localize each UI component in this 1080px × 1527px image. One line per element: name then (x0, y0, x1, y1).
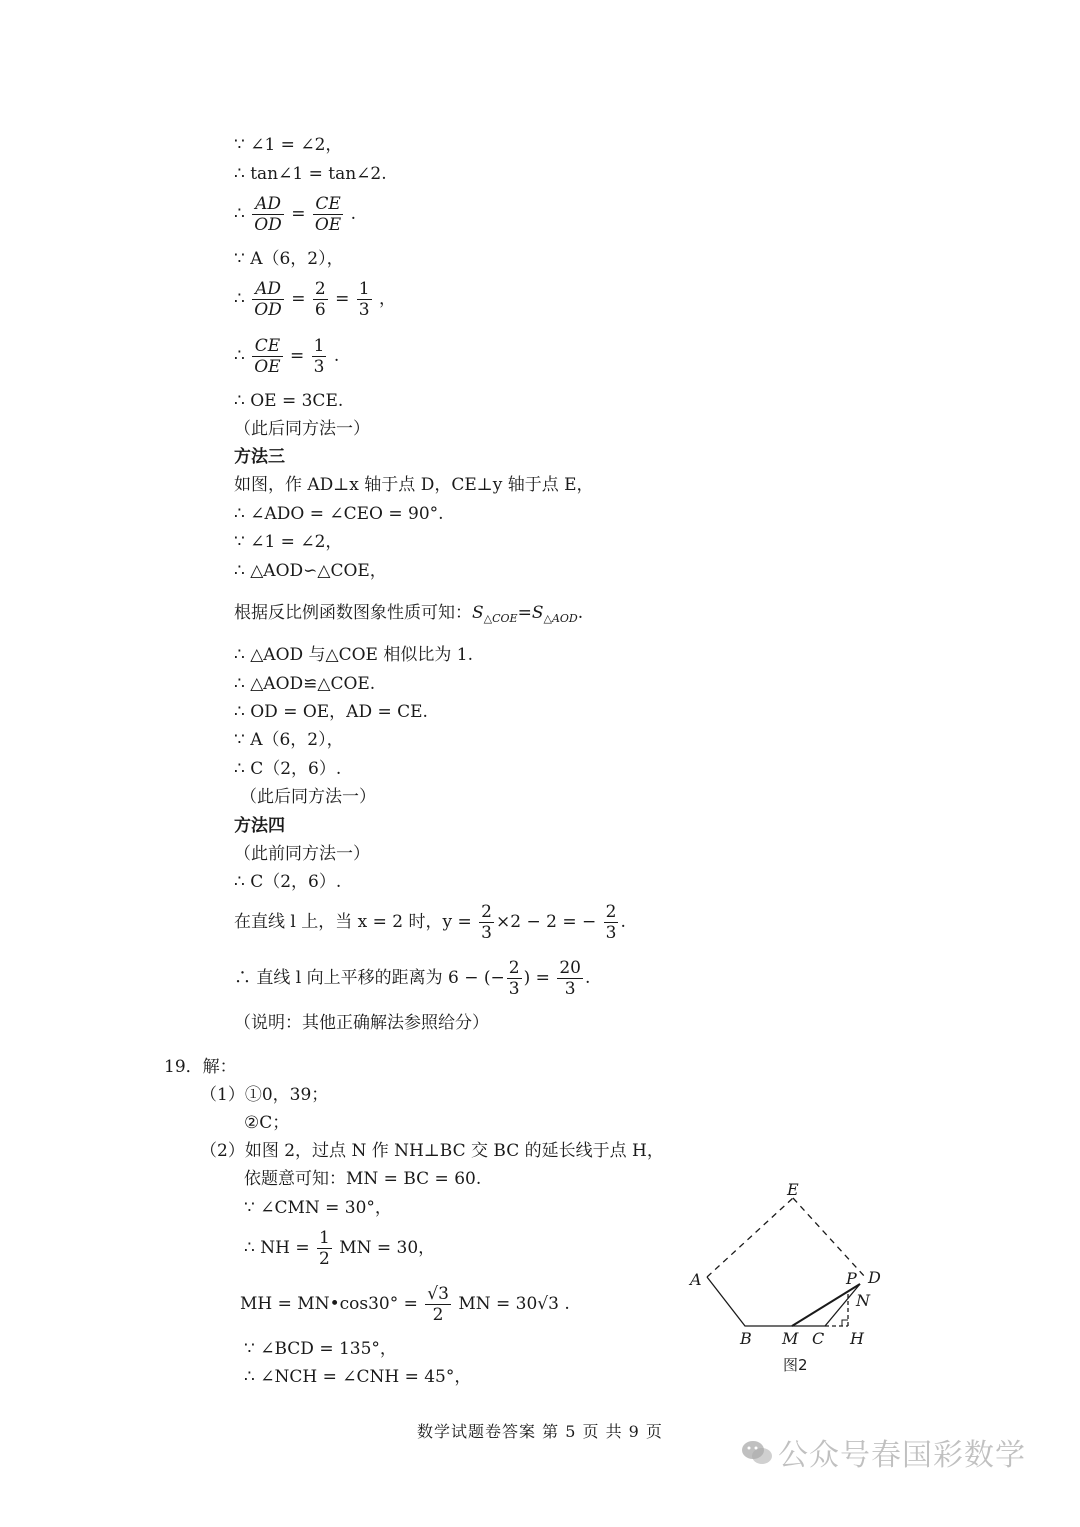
label-A: A (690, 1270, 702, 1289)
line-same-as-method1-2: （此后同方法一） (240, 787, 376, 807)
line-construction: 如图，作 AD⊥x 轴于点 D，CE⊥y 轴于点 E， (234, 475, 594, 495)
watermark (740, 1430, 1060, 1476)
line-angle-nch: ∴ ∠NCH = ∠CNH = 45°， (244, 1367, 472, 1387)
label-M: M (782, 1329, 799, 1348)
line-on-line-l: 在直线 l 上，当 x = 2 时，y = $\frac{2}{3}$ ×2 − 2 = − $\frac{2}{3}$ . (234, 902, 626, 943)
line-similarity-ratio: ∴ △AOD 与△COE 相似比为 1. (234, 645, 473, 665)
line-tan-equal: ∴ tan∠1 = tan∠2. (234, 164, 387, 184)
figure-2-diagram (680, 1180, 920, 1380)
watermark-text: 公众号春国彩数学 (778, 1438, 1026, 1473)
line-angle-cmn: ∵ ∠CMN = 30°， (244, 1198, 392, 1218)
heading-method-3: 方法三 (234, 447, 285, 467)
line-od-oe: ∴ OD = OE，AD = CE. (234, 702, 428, 722)
line-ce-oe-ratio: ∴ $\frac{CE}{OE}$ = $\frac{1}{3}$ . (234, 336, 340, 377)
line-area-property: 根据反比例函数图象性质可知：$S_{\triangle COE}=S_{\triangle AOD}$. (234, 603, 584, 625)
line-point-a: ∵ A（6，2）， (234, 249, 344, 269)
wechat-icon (740, 1438, 774, 1476)
figure-caption: 图2 (783, 1356, 808, 1374)
label-N: N (856, 1291, 870, 1310)
label-B: B (740, 1329, 752, 1348)
line-before-same-as-method1: （此前同方法一） (234, 844, 370, 864)
line-right-angles: ∴ ∠ADO = ∠CEO = 90°. (234, 504, 444, 524)
line-ratio-values: ∴ $\frac{AD}{OD}$ = $\frac{2}{6}$ = $\frac{1}{3}$ ， (234, 279, 396, 320)
line-nh: ∴ NH = $\frac{1}{2}$ MN = 30， (244, 1228, 436, 1269)
line-note: （说明：其他正确解法参照给分） (234, 1013, 489, 1033)
line-given-angles-2: ∵ ∠1 = ∠2， (234, 532, 343, 552)
line-mn-bc: 依题意可知：MN = BC = 60. (244, 1169, 482, 1189)
question-19-heading: 19．解： (164, 1057, 237, 1077)
line-similar-triangles: ∴ △AOD∽△COE， (234, 561, 387, 581)
line-angle-bcd: ∵ ∠BCD = 135°， (244, 1339, 397, 1359)
label-H: H (850, 1329, 864, 1348)
page-footer: 数学试题卷答案 第 5 页 共 9 页 (417, 1422, 663, 1441)
label-D: D (868, 1268, 881, 1287)
line-same-as-method1: （此后同方法一） (234, 419, 370, 439)
line-point-a-2: ∵ A（6，2）， (234, 730, 344, 750)
q19-part1: （1）①0，39； (200, 1085, 329, 1105)
line-point-c: ∴ C（2，6）. (234, 759, 342, 779)
line-translation-distance: ∴ 直线 l 向上平移的距离为 6 − (− $\frac{2}{3}$ ) = $\frac{20}{3}$ . (234, 958, 591, 999)
label-C: C (812, 1329, 825, 1348)
q19-part2-construction: （2）如图 2，过点 N 作 NH⊥BC 交 BC 的延长线于点 H， (200, 1141, 664, 1161)
line-given-angles: ∵ ∠1 = ∠2， (234, 135, 343, 155)
label-E: E (787, 1180, 799, 1199)
line-congruent: ∴ △AOD≌△COE. (234, 674, 376, 694)
q19-part1-item2: ②C； (244, 1113, 290, 1133)
line-oe-3ce: ∴ OE = 3CE. (234, 391, 344, 411)
label-P: P (846, 1269, 857, 1288)
heading-method-4: 方法四 (234, 816, 285, 836)
line-ratio-ad-od-ce-oe: ∴ $\frac{AD}{OD}$ = $\frac{CE}{OE}$ . (234, 194, 357, 235)
line-point-c-2: ∴ C（2，6）. (234, 872, 342, 892)
line-mh: MH = MN•cos30° = $\frac{√3}{2}$ MN = 30√3 . (240, 1284, 570, 1325)
